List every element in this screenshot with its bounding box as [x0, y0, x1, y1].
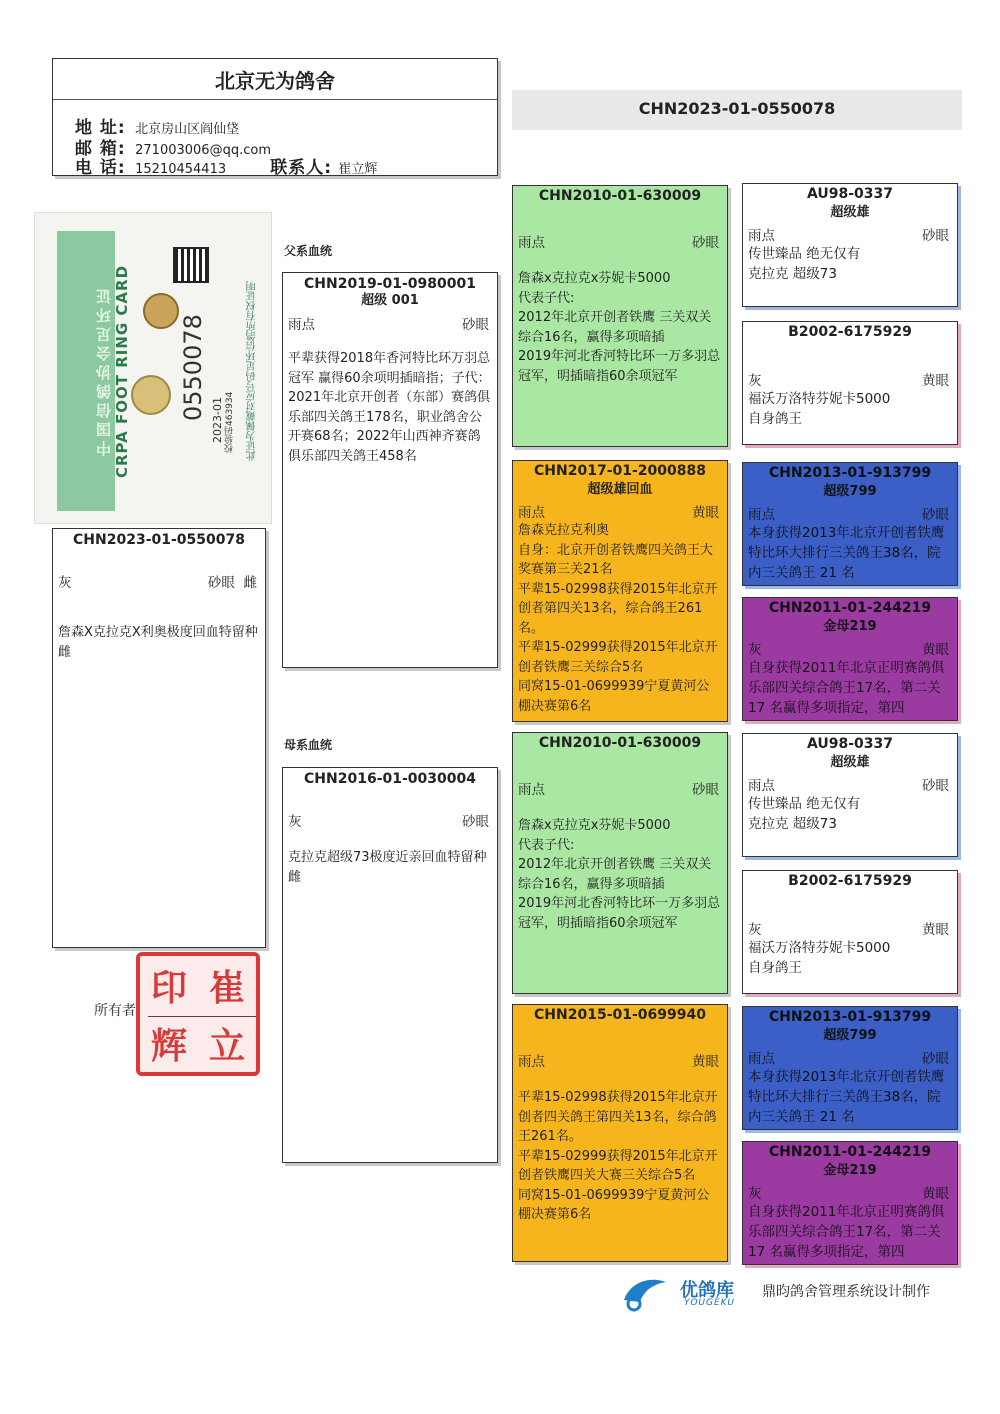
ggp-id: B2002-6175929: [788, 873, 912, 889]
ggp-title: 金母219: [823, 619, 877, 634]
ggp-color: 灰: [748, 642, 762, 658]
ring-serial: 校验码463934: [225, 391, 235, 453]
gp-eye: 砂眼: [692, 235, 719, 251]
dam-box: [282, 767, 498, 1163]
ggp-desc: 本身获得2013年北京开创者铁鹰特比环大排行三关鸽王38名，院内三关鸽王 21 名: [748, 525, 945, 581]
grandparent-box-1: [512, 185, 728, 447]
subject-box: [52, 528, 266, 948]
subject-sex: 雌: [243, 575, 257, 591]
gp-traits: [513, 501, 727, 521]
subject-color: 灰: [58, 575, 72, 591]
gp-title: 超级雄回血: [587, 482, 653, 497]
ring-card-note: 此证为佩戴对应号码足环信鸽所有权证明: [247, 281, 258, 461]
gp-color: 雨点: [518, 235, 545, 251]
ggp-traits: [743, 1047, 957, 1067]
subject-id: CHN2023-01-0550078: [73, 532, 245, 548]
ggp-traits: [743, 1182, 957, 1202]
ggp-color: 雨点: [748, 228, 775, 244]
ggp-desc: 福沃万洛特芬妮卡5000 自身鸽王: [748, 391, 891, 427]
subject-eye: 砂眼: [207, 575, 235, 591]
ggp-eye: 黄眼: [922, 373, 949, 389]
ggp-traits: [743, 369, 957, 389]
ggp-id: CHN2011-01-244219: [768, 600, 932, 616]
sire-color: 雨点: [288, 317, 315, 333]
header-divider: [53, 99, 497, 100]
ggp-eye: 砂眼: [922, 507, 949, 523]
address-label: 地 址:: [75, 118, 126, 138]
ggp-id: CHN2013-01-913799: [768, 465, 932, 481]
ggp-color: 雨点: [748, 1051, 775, 1067]
great-grandparent-box-5: [742, 733, 958, 857]
ring-prefix: 2023-01: [211, 397, 224, 443]
grandparent-box-4: [512, 1004, 728, 1262]
ggp-color: 灰: [748, 373, 762, 389]
gp-id: CHN2015-01-0699940: [534, 1007, 706, 1023]
gp-eye: 砂眼: [692, 782, 719, 798]
ggp-id: AU98-0337: [806, 736, 894, 752]
sire-eye: 砂眼: [462, 317, 489, 333]
gp-eye: 黄眼: [692, 1054, 719, 1070]
great-grandparent-box-3: [742, 462, 958, 586]
dam-id: CHN2016-01-0030004: [304, 771, 476, 787]
gp-id: CHN2017-01-2000888: [534, 463, 706, 479]
phone-label: 电 话:: [75, 158, 126, 176]
qr-code-icon: [173, 247, 209, 283]
sire-title: 超级 001: [361, 293, 419, 308]
dam-desc: 克拉克超级73极度近亲回血特留种雌: [288, 850, 487, 885]
ggp-eye: 砂眼: [922, 1051, 949, 1067]
footer-credit: 鼎昀鸽舍管理系统设计制作: [762, 1284, 930, 1300]
sire-line-label: 父系血统: [284, 244, 333, 258]
ggp-color: 灰: [748, 1186, 762, 1202]
ggp-traits: [743, 918, 957, 938]
contact-value: 崔立辉: [338, 162, 378, 176]
great-grandparent-box-7: [742, 1006, 958, 1130]
ring-card-en-text: CRPA FOOT RING CARD: [113, 264, 131, 478]
gp-traits: [513, 1050, 727, 1070]
subject-desc: 詹森X克拉克X利奥极度回血特留种雌: [58, 625, 258, 660]
ggp-desc: 福沃万洛特芬妮卡5000 自身鸽王: [748, 940, 891, 976]
contact-label: 联系人:: [270, 158, 333, 176]
gp-traits: [513, 778, 727, 798]
great-grandparent-box-4: [742, 597, 958, 721]
ggp-color: 雨点: [748, 507, 775, 523]
seal-char: 立: [208, 1025, 245, 1067]
ggp-id: CHN2013-01-913799: [768, 1009, 932, 1025]
gp-id: CHN2010-01-630009: [538, 188, 702, 204]
phone-row: [75, 153, 377, 176]
ggp-desc: 自身获得2011年北京正明赛鸽俱乐部四关综合鸽王17名，第二关 17 名赢得多项指定，第四: [748, 660, 945, 716]
phone-value: 15210454413: [135, 162, 227, 176]
ggp-eye: 黄眼: [922, 642, 949, 658]
ggp-traits: [743, 503, 957, 523]
ggp-eye: 黄眼: [922, 922, 949, 938]
ggp-eye: 砂眼: [922, 228, 949, 244]
yougeku-logo-icon: [620, 1272, 670, 1312]
address-value: 北京房山区阎仙垡: [135, 122, 240, 137]
grandparent-box-2: [512, 460, 728, 722]
ring-card: [34, 212, 272, 524]
great-grandparent-box-1: [742, 183, 958, 307]
ggp-eye: 砂眼: [922, 778, 949, 794]
dam-eye: 砂眼: [462, 814, 489, 830]
ggp-desc: 本身获得2013年北京开创者铁鹰特比环大排行三关鸽王38名，院内三关鸽王 21 名: [748, 1069, 945, 1125]
top-id-banner: [512, 90, 962, 130]
dam-line-label: 母系血统: [284, 738, 333, 752]
sire-id: CHN2019-01-0980001: [304, 276, 476, 292]
ggp-desc: 自身获得2011年北京正明赛鸽俱乐部四关综合鸽王17名，第二关 17 名赢得多项指定，第四: [748, 1204, 945, 1260]
great-grandparent-box-2: [742, 321, 958, 445]
sire-desc: 平辈获得2018年香河特比环万羽总冠军 赢得60余项明插暗指；子代：2021年北京开创者（东部）赛鸽俱乐部四关鸽王178名，职业鸽舍公开赛68名；2022年山西神齐赛鸽俱乐部四关鸽王458名: [288, 351, 491, 464]
subject-traits: [53, 571, 265, 591]
dam-traits: [283, 810, 497, 830]
ggp-id: AU98-0337: [806, 186, 894, 202]
ggp-title: 超级雄: [830, 205, 870, 220]
email-label: 邮 箱:: [75, 139, 126, 159]
ring-card-cn-text: 中国信鸽协会足环证: [95, 285, 113, 457]
gp-eye: 黄眼: [692, 505, 719, 521]
ggp-traits: [743, 224, 957, 244]
gp-desc: 詹森x克拉克x芬妮卡5000 代表子代: 2012年北京开创者铁鹰 三关双关综合16名，赢得多项暗插 2019年河北香河特比环一万多羽总冠军，明插暗指60余项冠军: [518, 271, 721, 384]
great-grandparent-box-8: [742, 1141, 958, 1265]
loft-header: [52, 58, 498, 176]
gp-desc: 平辈15-02998获得2015年北京开创者四关鸽王第四关13名，综合鸽王261名。 平辈15-02999获得2015年北京开创者铁鹰四关大赛三关综合5名 同窝15-01-0699939宁夏黄河公棚决赛第6名: [518, 1090, 718, 1222]
owner-seal: [136, 952, 260, 1076]
sire-box: [282, 272, 498, 668]
ring-number: 0550078: [179, 314, 207, 422]
ring-card-logo-icon: [143, 293, 179, 329]
loft-name: 北京无为鸽舍: [215, 69, 335, 93]
ggp-title: 金母219: [823, 1163, 877, 1178]
ggp-traits: [743, 638, 957, 658]
brand-cn: 优鸽库: [680, 1280, 734, 1301]
gp-traits: [513, 231, 727, 251]
ggp-id: CHN2011-01-244219: [768, 1144, 932, 1160]
top-id: CHN2023-01-0550078: [638, 99, 836, 118]
owner-label: 所有者:: [94, 1003, 141, 1019]
gp-desc: 詹森克拉克利奥 自身：北京开创者铁鹰四关鸽王大奖赛第三关21名 平辈15-02998获得2015年北京开创者第四关13名，综合鸽王261名。 平辈15-02999获得2015年北京开创者铁鹰三关综合5名 同窝15-01-0699939宁夏黄河公棚决赛第6名: [518, 523, 718, 714]
gp-color: 雨点: [518, 505, 545, 521]
dam-color: 灰: [288, 814, 302, 830]
seal-char: 印: [150, 967, 187, 1009]
seal-char: 崔: [208, 967, 245, 1009]
ggp-title: 超级雄: [830, 755, 870, 770]
globe-icon: [131, 375, 171, 415]
email-value: 271003006@qq.com: [135, 143, 271, 158]
ggp-desc: 传世臻品 绝无仅有 克拉克 超级73: [748, 796, 861, 832]
brand-en: YOUGEKU: [684, 1298, 736, 1308]
ggp-traits: [743, 774, 957, 794]
sire-traits: [283, 313, 497, 333]
grandparent-box-3: [512, 732, 728, 994]
ggp-id: B2002-6175929: [788, 324, 912, 340]
ggp-color: 灰: [748, 922, 762, 938]
ggp-eye: 黄眼: [922, 1186, 949, 1202]
great-grandparent-box-6: [742, 870, 958, 994]
ggp-title: 超级799: [823, 1028, 877, 1043]
gp-color: 雨点: [518, 782, 545, 798]
ggp-title: 超级799: [823, 484, 877, 499]
ggp-color: 雨点: [748, 778, 775, 794]
ggp-desc: 传世臻品 绝无仅有 克拉克 超级73: [748, 246, 861, 282]
seal-char: 辉: [150, 1025, 187, 1067]
gp-desc: 詹森x克拉克x芬妮卡5000 代表子代: 2012年北京开创者铁鹰 三关双关综合16名，赢得多项暗插 2019年河北香河特比环一万多羽总冠军，明插暗指60余项冠军: [518, 818, 721, 931]
gp-id: CHN2010-01-630009: [538, 735, 702, 751]
gp-color: 雨点: [518, 1054, 545, 1070]
